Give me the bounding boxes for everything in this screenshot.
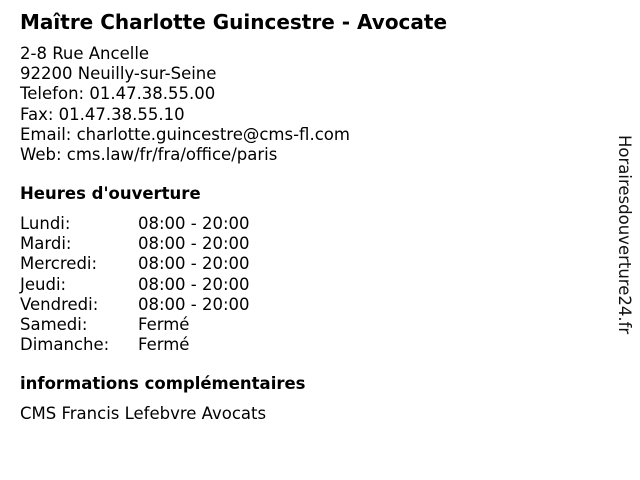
hours-day-label: Mercredi: — [20, 254, 98, 274]
hours-day-label: Samedi: — [20, 314, 88, 334]
hours-time-value: 08:00 - 20:00 — [138, 254, 250, 274]
street-address: 2-8 Rue Ancelle — [20, 44, 150, 63]
hours-day-label: Lundi: — [20, 214, 71, 233]
fax-number: Fax: 01.47.38.55.10 — [20, 104, 185, 124]
hours-row-friday — [20, 295, 320, 315]
hours-day-label: Jeudi: — [20, 274, 67, 294]
hours-row-wednesday — [20, 254, 320, 274]
hours-row-saturday — [20, 315, 320, 335]
hours-row-tuesday — [20, 234, 320, 254]
phone-number: Telefon: 01.47.38.55.00 — [20, 84, 216, 104]
hours-row-sunday — [20, 335, 320, 355]
hours-day-label: Dimanche: — [20, 335, 110, 355]
opening-hours-table — [20, 214, 320, 355]
website-address: Web: cms.law/fr/fra/office/paris — [20, 144, 278, 164]
contact-block — [20, 44, 350, 165]
hours-row-monday — [20, 214, 320, 234]
additional-info-heading: informations complémentaires — [20, 374, 306, 393]
page-title: Maître Charlotte Guincestre - Avocate — [20, 10, 448, 34]
opening-hours-heading: Heures d'ouverture — [20, 184, 201, 203]
additional-info-text: CMS Francis Lefebvre Avocats — [20, 404, 267, 423]
hours-time-value: Fermé — [138, 314, 190, 334]
hours-time-value: 08:00 - 20:00 — [138, 214, 250, 233]
brand-watermark: Horairesdouverture24.fr — [615, 135, 634, 335]
hours-day-label: Mardi: — [20, 234, 72, 254]
hours-time-value: 08:00 - 20:00 — [138, 234, 250, 254]
hours-row-thursday — [20, 275, 320, 295]
email-address: Email: charlotte.guincestre@cms-fl.com — [20, 124, 350, 144]
hours-time-value: Fermé — [138, 335, 190, 355]
hours-day-label: Vendredi: — [20, 294, 99, 314]
hours-time-value: 08:00 - 20:00 — [138, 274, 250, 294]
city-postcode: 92200 Neuilly-sur-Seine — [20, 64, 217, 84]
hours-time-value: 08:00 - 20:00 — [138, 294, 250, 314]
